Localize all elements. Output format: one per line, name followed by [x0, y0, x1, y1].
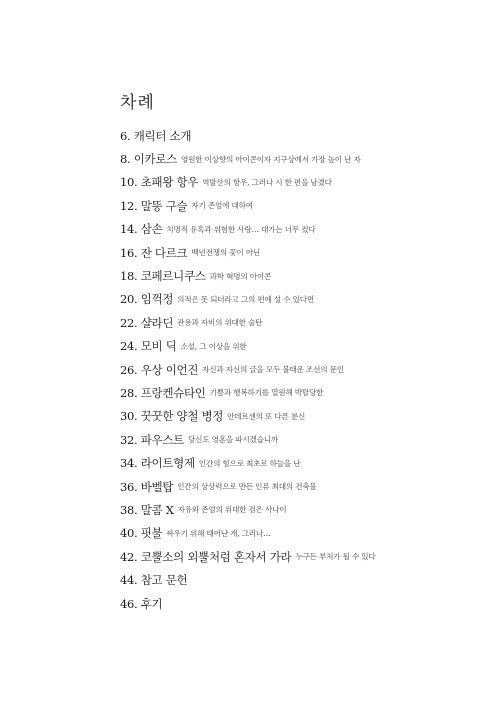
toc-entry-subtitle: 자유와 존엄의 위대한 검은 사나이	[177, 505, 287, 515]
toc-entry	[120, 288, 490, 311]
toc-entry	[120, 218, 490, 241]
toc-entry-title: 12. 말똥 구슬	[120, 198, 188, 213]
toc-entry-subtitle: 과학 혁명의 아이콘	[209, 271, 272, 281]
toc-entry-title: 28. 프랑켄슈타인	[120, 385, 206, 400]
toc-entry-title: 26. 우상 이언진	[120, 362, 199, 377]
toc-entry-title: 10. 초패왕 항우	[120, 175, 199, 190]
toc-entry-title: 42. 코뿔소의 외뿔처럼 혼자서 가라	[120, 549, 292, 564]
toc-heading: 차례	[120, 93, 155, 113]
toc-entry	[120, 147, 490, 170]
toc-entry	[120, 428, 490, 451]
toc-entry-title: 6. 캐릭터 소개	[120, 128, 192, 143]
toc-entry-subtitle: 백년전쟁의 꽃이 아닌	[191, 248, 260, 258]
toc-entry-subtitle: 인간의 힘으로 최초로 하늘을 난	[198, 458, 301, 468]
toc-entry-title: 34. 라이트형제	[120, 456, 195, 471]
toc-entry-title: 14. 삼손	[120, 222, 163, 237]
toc-entry-title: 36. 바벨탑	[120, 479, 174, 494]
toc-entry-title: 40. 핏불	[120, 526, 163, 541]
toc-entry	[120, 358, 490, 381]
toc-entry-subtitle: 자신과 자신의 글을 모두 불태운 조선의 문인	[202, 365, 344, 375]
toc-entry-subtitle: 기쁨과 행복하기를 열원해 박탈당한	[209, 388, 324, 398]
toc-entry	[120, 124, 490, 147]
toc-entry-subtitle: 소설, 그 이상을 위한	[180, 341, 247, 351]
toc-entry-subtitle: 영원한 이상향의 아이콘이자 지구상에서 가장 높이 난 자	[180, 154, 361, 164]
toc-entry	[120, 405, 490, 428]
toc-entry-title: 20. 임꺽정	[120, 292, 174, 307]
toc-entry	[120, 171, 490, 194]
toc-entry	[120, 241, 490, 264]
toc-entry	[120, 568, 490, 591]
toc-entry-title: 8. 이카로스	[120, 152, 177, 167]
toc-entry	[120, 522, 490, 545]
toc-entry-subtitle: 치명적 유혹과 위험한 사랑… 대가는 너무 컸다	[166, 224, 316, 234]
toc-entry	[120, 592, 490, 615]
toc-entry	[120, 475, 490, 498]
toc-entry-subtitle: 관용과 자비의 위대한 술탄	[177, 318, 263, 328]
toc-entry-subtitle: 싸우기 위해 태어난 개, 그러나…	[166, 528, 271, 538]
toc-entry-subtitle: 자기 존엄에 대하여	[191, 201, 253, 211]
toc-entry	[120, 311, 490, 334]
toc-entry-title: 16. 잔 다르크	[120, 245, 188, 260]
toc-entry-subtitle: 누구든 부처가 될 수 있다	[295, 552, 376, 562]
toc-entry-title: 22. 샬라딘	[120, 315, 174, 330]
toc-entry	[120, 264, 490, 287]
toc-list	[120, 124, 490, 615]
toc-entry	[120, 545, 490, 568]
toc-entry	[120, 194, 490, 217]
toc-entry-title: 46. 후기	[120, 596, 163, 611]
toc-entry-title: 44. 참고 문헌	[120, 573, 188, 588]
toc-entry	[120, 335, 490, 358]
toc-entry	[120, 498, 490, 521]
toc-entry	[120, 381, 490, 404]
toc-entry-title: 32. 파우스트	[120, 432, 184, 447]
toc-entry-title: 38. 말콤 X	[120, 502, 174, 517]
toc-entry-subtitle: 안데르센의 또 다른 분신	[227, 411, 306, 421]
toc-entry-title: 18. 코페르니쿠스	[120, 269, 206, 284]
toc-entry-subtitle: 역발산의 항우, 그러나 시 한 편을 남겼다	[202, 177, 332, 187]
toc-entry-title: 30. 꿋꿋한 양철 병정	[120, 409, 224, 424]
toc-entry-subtitle: 당신도 영혼을 파시겠습니까	[187, 435, 279, 445]
toc-entry	[120, 451, 490, 474]
toc-entry-subtitle: 의적은 못 되더라고 그의 편에 설 수 있다면	[177, 294, 314, 304]
toc-entry-subtitle: 인간의 상상력으로 만든 인류 최대의 건축물	[177, 482, 317, 492]
toc-entry-title: 24. 모비 딕	[120, 339, 177, 354]
